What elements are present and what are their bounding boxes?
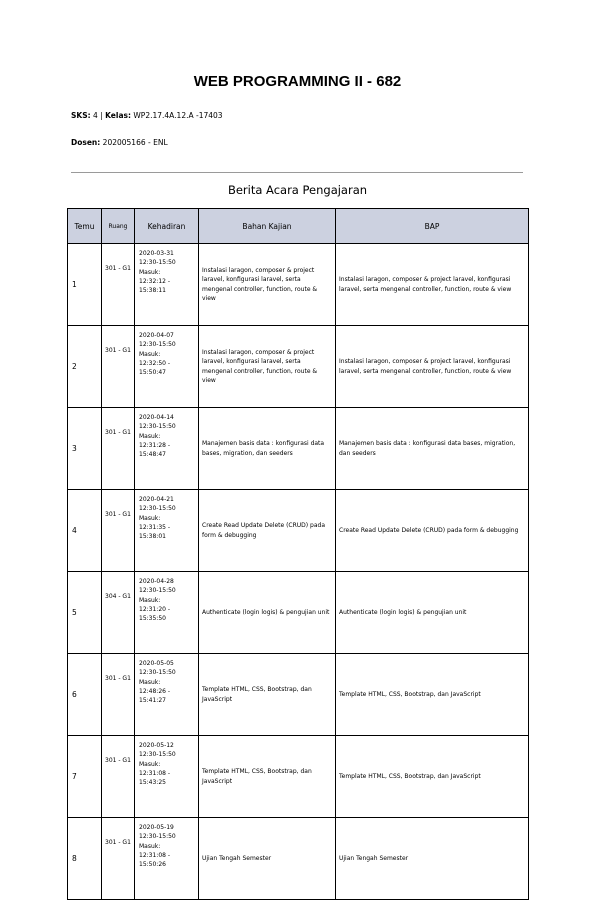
bap-cell: Instalasi laragon, composer & project laravel, konfigurasi laravel, serta mengenal controller, function, route & view	[336, 244, 529, 326]
temu-cell: 7	[68, 736, 102, 818]
dosen-label: Dosen:	[71, 138, 101, 147]
masuk-label: Masuk:	[139, 432, 161, 440]
keluar-time: 15:38:01	[139, 533, 166, 541]
table-row	[68, 408, 529, 490]
dosen-value: 202005166 - ENL	[102, 138, 168, 147]
bahan-kajian-cell: Create Read Update Delete (CRUD) pada form & debugging	[199, 490, 336, 572]
table-row	[68, 326, 529, 408]
masuk-time: 12:31:28 -	[139, 441, 171, 449]
section-title: Berita Acara Pengajaran	[227, 183, 368, 197]
ruang-cell: 301 - G1	[102, 818, 135, 900]
bahan-kajian-cell: Instalasi laragon, composer & project laravel, konfigurasi laravel, serta mengenal controller, function, route & view	[199, 244, 336, 326]
masuk-time: 12:48:26 -	[139, 687, 171, 695]
session-time: 12:30-15:50	[139, 587, 176, 595]
session-date: 2020-04-21	[139, 496, 174, 503]
masuk-label: Masuk:	[139, 350, 161, 358]
bap-cell: Ujian Tengah Semester	[336, 818, 529, 900]
table-body	[68, 244, 529, 900]
session-time: 12:30-15:50	[139, 259, 176, 267]
bahan-kajian-cell: Authenticate (login logis) & pengujian unit	[199, 572, 336, 654]
course-info-line	[71, 111, 223, 120]
ruang-cell: 301 - G1	[102, 654, 135, 736]
bahan-kajian-cell: Instalasi laragon, composer & project laravel, konfigurasi laravel, serta mengenal controller, function, route & view	[199, 326, 336, 408]
keluar-time: 15:43:25	[139, 779, 166, 787]
masuk-time: 12:31:08 -	[139, 851, 171, 859]
temu-cell: 8	[68, 818, 102, 900]
header-ruang: Ruang	[102, 209, 135, 244]
keluar-time: 15:38:11	[139, 287, 166, 295]
temu-cell: 4	[68, 490, 102, 572]
session-date: 2020-05-05	[139, 660, 174, 667]
kehadiran-cell	[135, 736, 199, 818]
teaching-log-table	[67, 208, 529, 900]
kehadiran-cell	[135, 326, 199, 408]
session-date: 2020-04-14	[139, 414, 174, 421]
bap-cell: Authenticate (login logis) & pengujian unit	[336, 572, 529, 654]
masuk-time: 12:32:50 -	[139, 359, 171, 367]
session-time: 12:30-15:50	[139, 833, 176, 841]
ruang-cell: 301 - G1	[102, 244, 135, 326]
masuk-label: Masuk:	[139, 268, 161, 276]
temu-cell: 6	[68, 654, 102, 736]
session-date: 2020-04-07	[139, 332, 174, 339]
temu-cell: 2	[68, 326, 102, 408]
session-time: 12:30-15:50	[139, 505, 176, 513]
session-time: 12:30-15:50	[139, 669, 176, 677]
table-row	[68, 572, 529, 654]
masuk-label: Masuk:	[139, 678, 161, 686]
session-date: 2020-04-28	[139, 578, 174, 585]
ruang-cell: 301 - G1	[102, 408, 135, 490]
masuk-label: Masuk:	[139, 760, 161, 768]
bap-cell: Template HTML, CSS, Bootstrap, dan JavaScript	[336, 654, 529, 736]
header-bahan-kajian: Bahan Kajian	[199, 209, 336, 244]
header-kehadiran: Kehadiran	[135, 209, 199, 244]
kehadiran-cell	[135, 572, 199, 654]
session-date: 2020-05-12	[139, 742, 174, 749]
masuk-label: Masuk:	[139, 596, 161, 604]
masuk-time: 12:31:35 -	[139, 523, 171, 531]
table-row	[68, 654, 529, 736]
session-time: 12:30-15:50	[139, 423, 176, 431]
temu-cell: 1	[68, 244, 102, 326]
bap-cell: Manajemen basis data : konfigurasi data bases, migration, dan seeders	[336, 408, 529, 490]
keluar-time: 15:50:47	[139, 369, 166, 377]
kehadiran-cell	[135, 244, 199, 326]
bahan-kajian-cell: Template HTML, CSS, Bootstrap, dan JavaScript	[199, 654, 336, 736]
bap-cell: Template HTML, CSS, Bootstrap, dan JavaScript	[336, 736, 529, 818]
sks-value: 4	[93, 111, 98, 120]
masuk-label: Masuk:	[139, 514, 161, 522]
page-title: WEB PROGRAMMING II - 682	[193, 73, 402, 90]
header-temu: Temu	[68, 209, 102, 244]
session-time: 12:30-15:50	[139, 751, 176, 759]
temu-cell: 5	[68, 572, 102, 654]
kehadiran-cell	[135, 654, 199, 736]
table-row	[68, 490, 529, 572]
temu-cell: 3	[68, 408, 102, 490]
session-time: 12:30-15:50	[139, 341, 176, 349]
bap-cell: Create Read Update Delete (CRUD) pada form & debugging	[336, 490, 529, 572]
masuk-time: 12:31:20 -	[139, 605, 171, 613]
bahan-kajian-cell: Ujian Tengah Semester	[199, 818, 336, 900]
masuk-time: 12:31:08 -	[139, 769, 171, 777]
table-header-row	[68, 209, 529, 244]
keluar-time: 15:48:47	[139, 451, 166, 459]
bap-cell: Instalasi laragon, composer & project laravel, konfigurasi laravel, serta mengenal controller, function, route & view	[336, 326, 529, 408]
session-date: 2020-05-19	[139, 824, 174, 831]
kehadiran-cell	[135, 818, 199, 900]
ruang-cell: 301 - G1	[102, 736, 135, 818]
keluar-time: 15:50:26	[139, 861, 166, 869]
separator: |	[100, 111, 103, 120]
keluar-time: 15:41:27	[139, 697, 166, 705]
session-date: 2020-03-31	[139, 250, 174, 257]
keluar-time: 15:35:50	[139, 615, 166, 623]
kehadiran-cell	[135, 408, 199, 490]
masuk-time: 12:32:12 -	[139, 277, 171, 285]
table-row	[68, 736, 529, 818]
kehadiran-cell	[135, 490, 199, 572]
table-row	[68, 818, 529, 900]
ruang-cell: 301 - G1	[102, 490, 135, 572]
sks-label: SKS:	[71, 111, 91, 120]
lecturer-info-line	[71, 138, 168, 147]
header-bap: BAP	[336, 209, 529, 244]
kelas-label: Kelas:	[105, 111, 131, 120]
bahan-kajian-cell: Template HTML, CSS, Bootstrap, dan JavaScript	[199, 736, 336, 818]
ruang-cell: 301 - G1	[102, 326, 135, 408]
ruang-cell: 304 - G1	[102, 572, 135, 654]
table-row	[68, 244, 529, 326]
kelas-value: WP2.17.4A.12.A -17403	[133, 111, 223, 120]
masuk-label: Masuk:	[139, 842, 161, 850]
divider	[71, 172, 523, 173]
bahan-kajian-cell: Manajemen basis data : konfigurasi data bases, migration, dan seeders	[199, 408, 336, 490]
